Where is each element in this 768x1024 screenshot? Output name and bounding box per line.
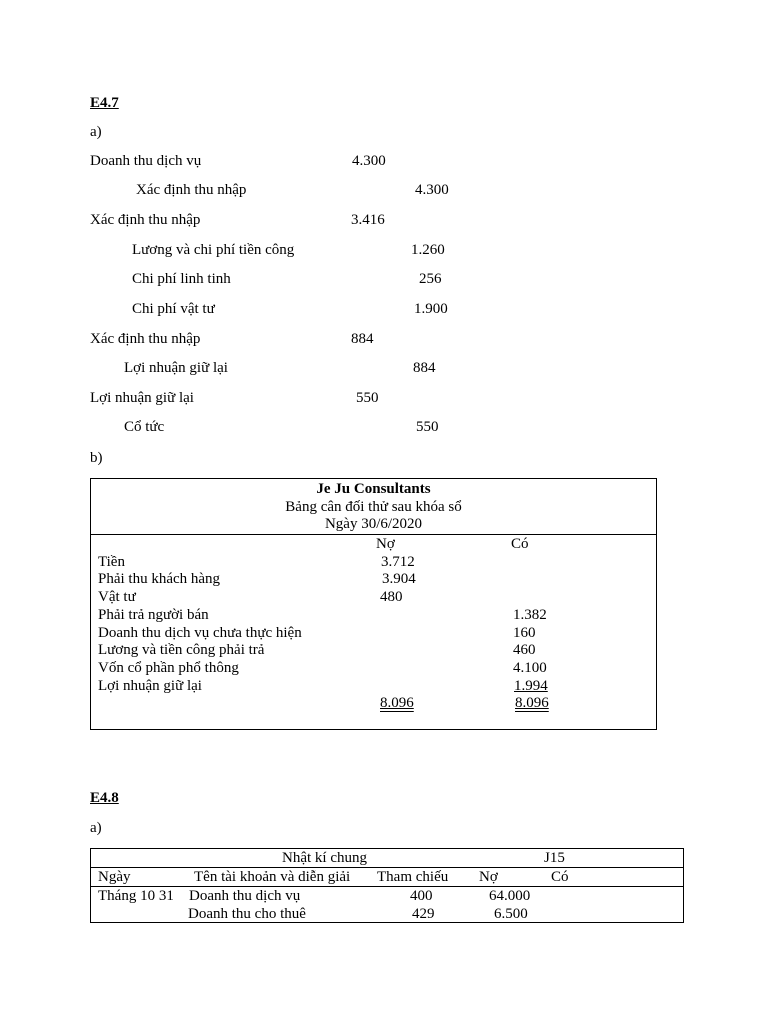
entry-account: Lợi nhuận giữ lại [124, 360, 228, 376]
journal-account: Doanh thu dịch vụ [189, 888, 301, 904]
tb-debit: 3.904 [382, 571, 416, 587]
entry-account: Lương và chi phí tiền công [132, 242, 295, 258]
trial-balance-title: Bảng cân đối thử sau khóa sổ [285, 499, 462, 515]
journal-header-ref: Tham chiếu [377, 869, 449, 885]
exercise-heading-e47: E4.7 [90, 95, 119, 111]
entry-credit: 884 [413, 360, 436, 376]
journal-title-divider [91, 867, 683, 868]
entry-credit: 1.900 [414, 301, 448, 317]
trial-balance-table [90, 478, 657, 730]
entry-credit: 550 [416, 419, 439, 435]
entry-account: Xác định thu nhập [90, 212, 201, 228]
tb-account: Doanh thu dịch vụ chưa thực hiện [98, 625, 302, 641]
journal-header-account: Tên tài khoản và diễn giải [194, 869, 351, 885]
entry-account: Chi phí vật tư [132, 301, 215, 317]
column-header-credit: Có [511, 536, 529, 552]
tb-credit: 4.100 [513, 660, 547, 676]
trial-balance-date: Ngày 30/6/2020 [324, 516, 423, 532]
tb-account: Vốn cổ phần phổ thông [98, 660, 239, 676]
entry-debit: 3.416 [351, 212, 385, 228]
tb-debit: 3.712 [381, 554, 415, 570]
tb-account: Phải thu khách hàng [98, 571, 221, 587]
part-a-label: a) [90, 820, 102, 836]
entry-credit: 1.260 [411, 242, 445, 258]
journal-debit: 6.500 [494, 906, 528, 922]
tb-total-credit: 8.096 [515, 695, 549, 711]
part-a-label: a) [90, 124, 102, 140]
company-name: Je Ju Consultants [316, 481, 431, 497]
column-header-debit: Nợ [376, 536, 395, 552]
tb-account: Lợi nhuận giữ lại [98, 678, 202, 694]
journal-header-divider [91, 886, 683, 887]
journal-debit: 64.000 [489, 888, 531, 904]
tb-account: Tiền [98, 554, 125, 570]
tb-credit: 1.994 [514, 678, 548, 694]
journal-ref: 429 [412, 906, 435, 922]
tb-account: Lương và tiền công phải trả [98, 642, 265, 658]
general-journal-table [90, 848, 684, 923]
journal-date: Tháng 10 31 [98, 888, 174, 904]
entry-account: Xác định thu nhập [90, 331, 201, 347]
part-b-label: b) [90, 450, 103, 466]
exercise-heading-e48: E4.8 [90, 790, 119, 806]
journal-header-date: Ngày [98, 869, 131, 885]
tb-debit: 480 [380, 589, 403, 605]
journal-ref: 400 [410, 888, 433, 904]
entry-account: Xác định thu nhập [136, 182, 247, 198]
entry-debit: 884 [351, 331, 374, 347]
entry-credit: 256 [419, 271, 442, 287]
journal-header-debit: Nợ [479, 869, 498, 885]
entry-account: Chi phí linh tinh [132, 271, 231, 287]
entry-account: Lợi nhuận giữ lại [90, 390, 194, 406]
tb-account: Vật tư [98, 589, 136, 605]
entry-account: Cổ tức [124, 419, 165, 435]
tb-credit: 1.382 [513, 607, 547, 623]
entry-credit: 4.300 [415, 182, 449, 198]
tb-total-debit: 8.096 [380, 695, 414, 711]
tb-credit: 460 [513, 642, 536, 658]
header-divider [91, 534, 656, 535]
entry-debit: 550 [356, 390, 379, 406]
tb-credit: 160 [513, 625, 536, 641]
journal-account: Doanh thu cho thuê [188, 906, 306, 922]
journal-title: Nhật kí chung [282, 850, 367, 866]
journal-page-number: J15 [544, 850, 565, 866]
journal-header-credit: Có [551, 869, 569, 885]
tb-account: Phải trả người bán [98, 607, 209, 623]
entry-debit: 4.300 [352, 153, 386, 169]
entry-account: Doanh thu dịch vụ [90, 153, 202, 169]
